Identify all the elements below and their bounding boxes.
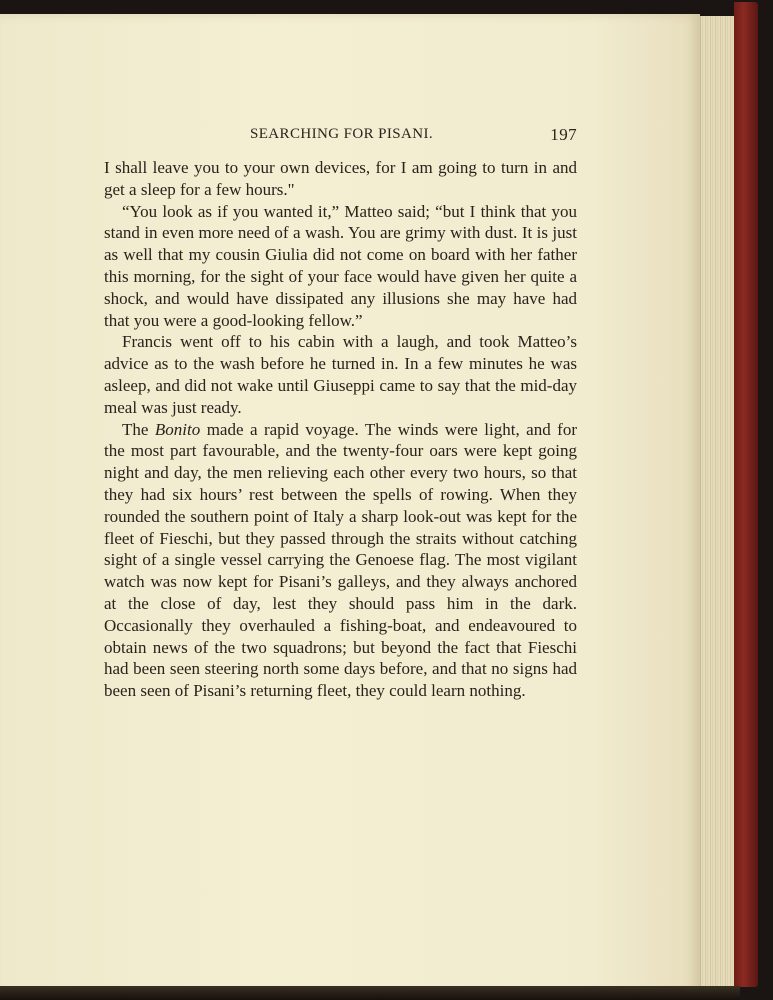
paragraph-4-body: made a rapid voyage. The winds were light, and for the most part favourable, and the twenty-four oars were kept going night and day, the men relieving each other every two hours, so that they had six hours’ rest between the spells of rowing. When they rounded the southern point of Italy a sharp look-out was kept for the fleet of Fieschi, but they passed through the straits without catching sight of a single vessel carrying the Genoese flag. The most vigilant watch was now kept for Pisani’s galleys, and they always anchored at the close of day, lest they should pass him in the dark. Occasionally they overhauled a fishing-boat, and endeavoured to obtain news of the two squadrons; but beyond the fact that Fieschi had been seen steering north some days before, and that no signs had been seen of Pisani’s returning fleet, they could learn nothing. bbox=[104, 419, 577, 701]
paragraph-3: Francis went off to his cabin with a laugh, and took Matteo’s advice as to the wash before he turned in. In a few minutes he was asleep, and did not wake until Giuseppi came to say that the mid-day meal was just ready. bbox=[104, 332, 577, 417]
body-text bbox=[104, 157, 577, 702]
bottom-edge bbox=[0, 986, 740, 1000]
book-cover-edge bbox=[734, 2, 758, 987]
paragraph-1: I shall leave you to your own devices, for I am going to turn in and get a sleep for a few hours." bbox=[104, 158, 577, 199]
paragraph-2: “You look as if you wanted it,” Matteo said; “but I think that you stand in even more need of a wash. You are grimy with dust. It is just as well that my cousin Giulia did not come on board with her father this morning, for the sight of your face would have given her quite a shock, and would have dissipated any illusions she may have had that you were a good-looking fellow.” bbox=[104, 201, 577, 330]
page-number: 197 bbox=[550, 125, 577, 144]
running-title: SEARCHING FOR PISANI. bbox=[250, 126, 434, 142]
paragraph-4 bbox=[104, 419, 577, 702]
ship-name: Bonito bbox=[154, 419, 201, 439]
paragraph-4-lead: The bbox=[122, 419, 155, 439]
page-edges bbox=[700, 16, 735, 988]
